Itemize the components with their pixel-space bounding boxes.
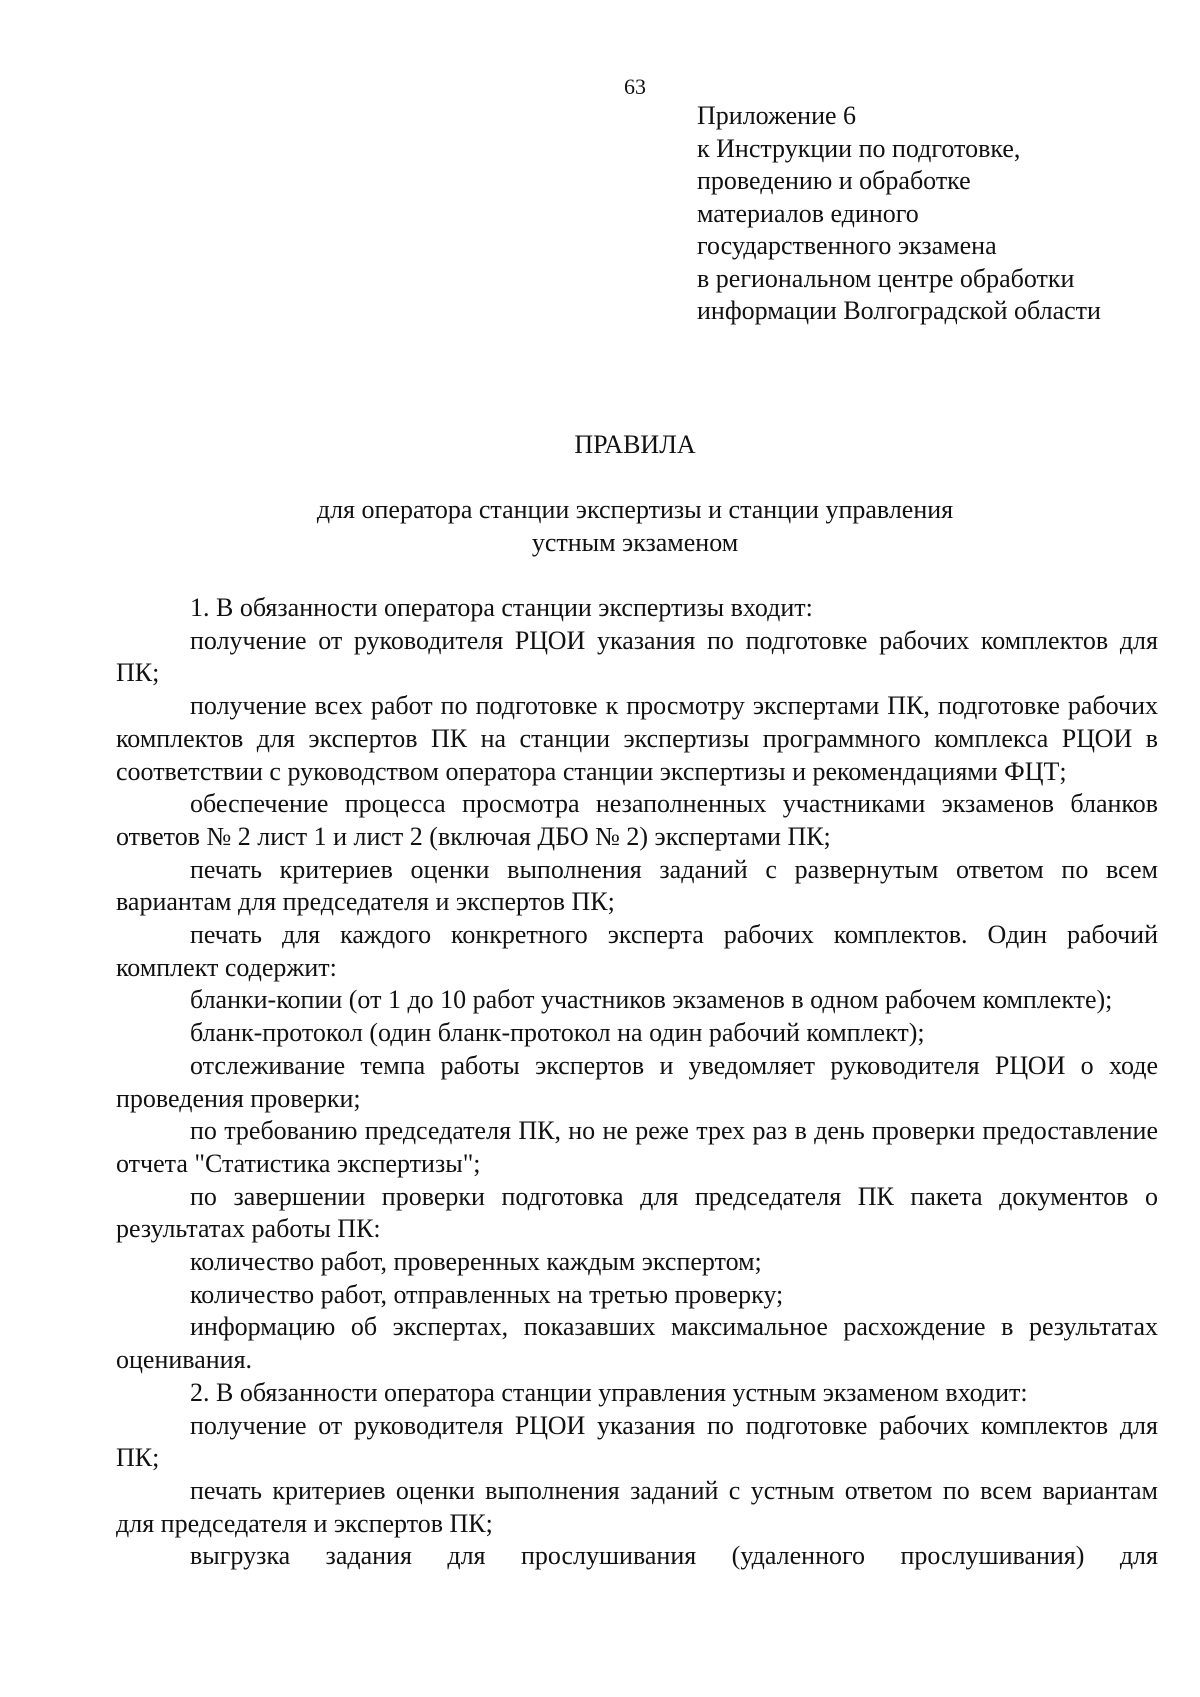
appendix-line: проведению и обработке bbox=[697, 166, 971, 195]
appendix-line: информации Волгоградской области bbox=[697, 296, 1101, 325]
list-item: печать для каждого конкретного эксперта рабочих комплектов. Один рабочий комплект содержит: bbox=[116, 920, 1158, 982]
section-heading-2: 2. В обязанности оператора станции управления устным экзаменом входит: bbox=[190, 1377, 1028, 1407]
list-item: получение от руководителя РЦОИ указания по подготовке рабочих комплектов для ПК; bbox=[116, 1410, 1158, 1473]
list-item: печать критериев оценки выполнения заданий с устным ответом по всем вариантам для председателя и экспертов ПК; bbox=[116, 1475, 1158, 1538]
list-item: печать критериев оценки выполнения заданий с развернутым ответом по всем вариантам для председателя и экспертов ПК; bbox=[116, 854, 1158, 917]
list-item: получение от руководителя РЦОИ указания по подготовке рабочих комплектов для ПК; bbox=[116, 625, 1158, 688]
list-item: информацию об экспертах, показавших максимальное расхождение в результатах оценивания. bbox=[116, 1312, 1158, 1375]
list-item: по требованию председателя ПК, но не реже трех раз в день проверки предоставление отчета "Статистика экспертизы"; bbox=[116, 1116, 1158, 1178]
appendix-line: материалов единого bbox=[697, 198, 919, 228]
appendix-line: к Инструкции по подготовке, bbox=[697, 133, 1021, 163]
page-number: 63 bbox=[624, 74, 646, 99]
list-item: обеспечение процесса просмотра незаполненных участниками экзаменов бланков ответов № 2 лист 1 и лист 2 (включая ДБО № 2) экспертами ПК; bbox=[116, 789, 1158, 851]
appendix-line: государственного экзамена bbox=[697, 231, 997, 260]
document-body bbox=[116, 592, 1158, 1573]
list-item: по завершении проверки подготовка для председателя ПК пакета документов о результатах работы ПК: bbox=[116, 1181, 1158, 1244]
appendix-line: в региональном центре обработки bbox=[697, 263, 1075, 293]
appendix-line: Приложение 6 bbox=[697, 101, 857, 130]
list-item: бланк-протокол (один бланк-протокол на один рабочий комплект); bbox=[190, 1018, 925, 1048]
document-subtitle bbox=[290, 494, 980, 559]
list-item: количество работ, отправленных на третью проверку; bbox=[190, 1279, 784, 1309]
subtitle-line: для оператора станции экспертизы и станции управления bbox=[316, 495, 954, 524]
list-item: отслеживание темпа работы экспертов и уведомляет руководителя РЦОИ о ходе проведения проверки; bbox=[116, 1050, 1158, 1113]
document-title: ПРАВИЛА bbox=[574, 430, 696, 459]
subtitle-line: устным экзаменом bbox=[531, 527, 739, 557]
section-heading-1: 1. В обязанности оператора станции экспертизы входит: bbox=[190, 593, 813, 622]
list-item: получение всех работ по подготовке к просмотру экспертами ПК, подготовке рабочих комплектов для экспертов ПК на станции экспертизы программного комплекса РЦОИ в соответствии с руководством оператора станции экспертизы и рекомендациями ФЦТ; bbox=[116, 691, 1158, 786]
list-item: бланки-копии (от 1 до 10 работ участников экзаменов в одном рабочем комплекте); bbox=[190, 985, 1113, 1015]
appendix-reference bbox=[697, 100, 1101, 328]
list-item: количество работ, проверенных каждым экспертом; bbox=[190, 1247, 762, 1277]
list-item: выгрузка задания для прослушивания (удаленного прослушивания) для bbox=[190, 1541, 1158, 1571]
